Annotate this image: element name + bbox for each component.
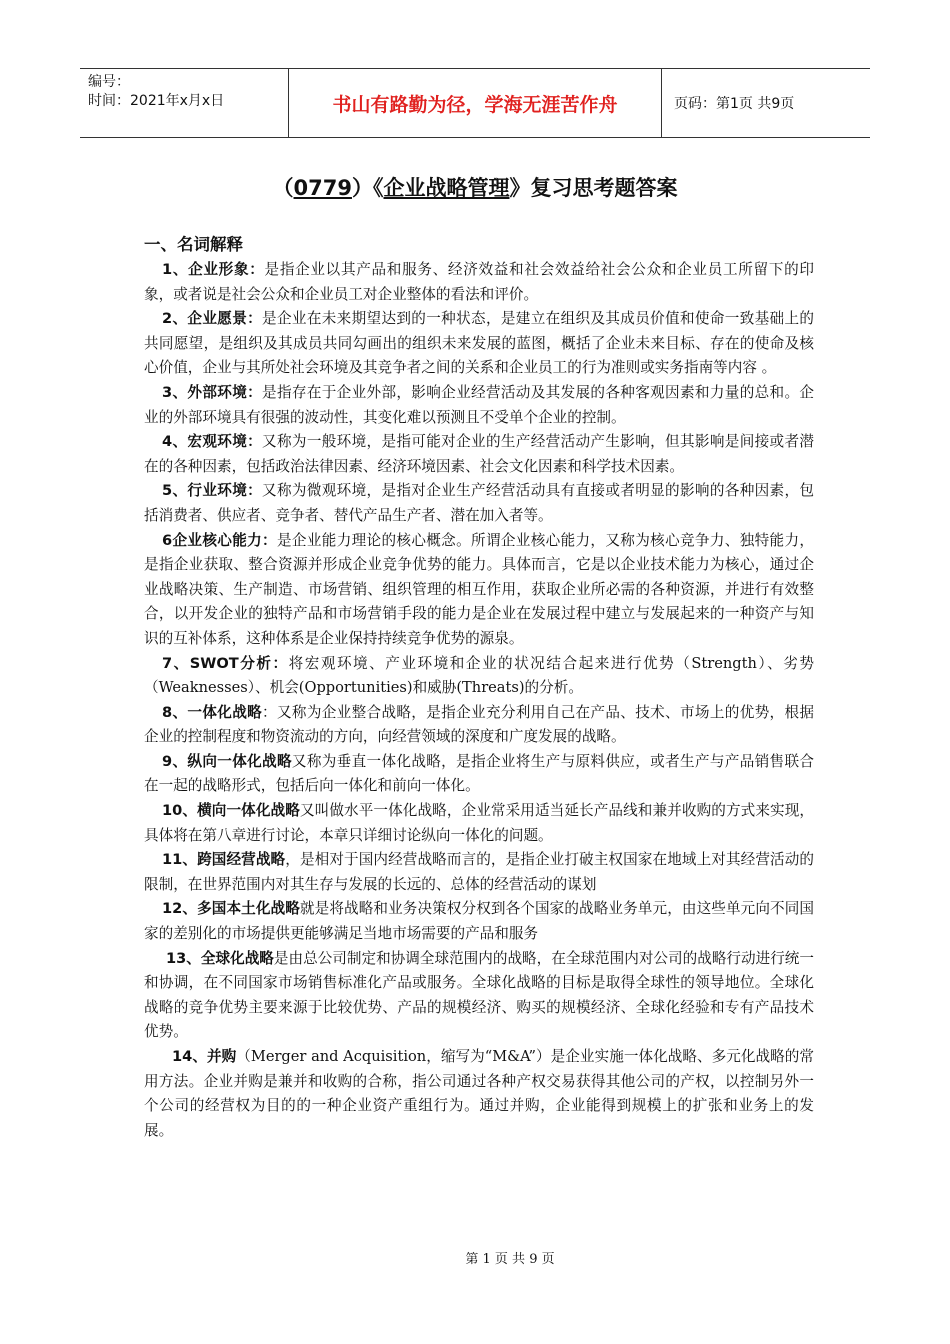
page-footer: 第 1 页 共 9 页 (465, 1252, 555, 1267)
definition-item (144, 529, 814, 652)
document-title (0, 172, 950, 202)
definition-text: 又称为微观环境，是指对企业生产经营活动具有直接或者明显的影响的各种因素，包括消费者、供应者、竞争者、替代产品生产者、潜在加入者等。 (144, 482, 814, 524)
definition-item (144, 701, 814, 750)
course-name: 企业战略管理 (383, 176, 510, 200)
document-time-label: 时间：2021年x月x日 (88, 93, 225, 109)
definition-term: 9、纵向一体化战略 (162, 752, 292, 770)
document-body (144, 232, 814, 1143)
header-motto: 书山有路勤为径，学海无涯苦作舟 (289, 69, 662, 137)
definition-item (144, 307, 814, 381)
definition-item (144, 430, 814, 479)
definition-text: ：又称为企业整合战略，是指企业充分利用自己在产品、技术、市场上的优势，根据企业的控制程度和物资流动的方向，向经营领域的深度和广度发展的战略。 (144, 703, 814, 746)
definition-item (144, 750, 814, 799)
definition-item (144, 258, 814, 307)
definition-text: 是由总公司制定和协调全球范围内的战略，在全球范围内对公司的战略行动进行统一和协调，在不同国家市场销售标准化产品或服务。全球化战略的目标是取得全球性的领导地位。全球化战略的竞争优势主要来源于比较优势、产品的规模经济、购买的规模经济、全球化经验和专有产品技术优势。 (144, 949, 814, 1041)
definition-text: 就是将战略和业务决策权分权到各个国家的战略业务单元，由这些单元向不同国家的差别化的市场提供更能够满足当地市场需要的产品和服务 (144, 900, 814, 943)
definition-text: 是指企业以其产品和服务、经济效益和社会效益给社会公众和企业员工所留下的印象，或者说是社会公众和企业员工对企业整体的看法和评价。 (144, 261, 815, 303)
definition-item (144, 799, 814, 848)
definition-item (144, 479, 814, 528)
definition-text: 又称为垂直一体化战略，是指企业将生产与原料供应，或者生产与产品销售联合在一起的战略形式，包括后向一体化和前向一体化。 (144, 752, 814, 795)
definition-term: 11、跨国经营战略 (162, 851, 286, 869)
definition-item (144, 1045, 814, 1143)
definition-text: （Merger and Acquisition，缩写为“M&A”）是企业实施一体化战略、多元化战略的常用方法。企业并购是兼并和收购的合称，指公司通过各种产权交易获得其他公司的产权，以控制另外一个公司的经营权为目的的一种企业资产重组行为。通过并购，企业能得到规模上的扩张和业务上的发展。 (144, 1048, 814, 1139)
definition-item (144, 848, 814, 897)
course-code: 0779 (293, 176, 352, 200)
definition-text: 又称为一般环境，是指可能对企业的生产经营活动产生影响，但其影响是间接或者潜在的各种因素，包括政治法律因素、经济环境因素、社会文化因素和科学技术因素。 (144, 433, 814, 475)
section-heading: 一、名词解释 (144, 235, 243, 254)
definition-term: 10、横向一体化战略 (162, 802, 300, 820)
definition-term: 7、SWOT分析： (162, 654, 289, 672)
definition-term: 12、多国本土化战略 (162, 900, 300, 918)
header-meta (80, 69, 289, 137)
definition-term: 13、全球化战略 (166, 949, 274, 967)
definition-text: ，是相对于国内经营战略而言的，是指企业打破主权国家在地域上对其经营活动的限制，在世界范围内对其生存与发展的长远的、总体的经营活动的谋划 (144, 851, 814, 893)
definition-item (144, 381, 814, 430)
definition-text: 将宏观环境、产业环境和企业的状况结合起来进行优势（Strength）、劣势（Weaknesses）、机会(Opportunities)和威胁(Threats)的分析。 (144, 654, 815, 697)
title-rest: 》复习思考题答案 (509, 176, 678, 200)
definition-term: 2、企业愿景： (162, 310, 263, 328)
header-page-label: 页码：第1页 共9页 (674, 96, 795, 112)
definition-term: 1、企业形象： (162, 261, 265, 278)
page-header (80, 68, 870, 138)
title-close: ）《 (351, 176, 384, 200)
definition-text: 是指存在于企业外部，影响企业经营活动及其发展的各种客观因素和力量的总和。企业的外部环境具有很强的波动性，其变化难以预测且不受单个企业的控制。 (144, 383, 814, 426)
definition-text: 是企业在未来期望达到的一种状态，是建立在组织及其成员价值和使命一致基础上的共同愿望，是组织及其成员共同勾画出的组织未来发展的蓝图，概括了企业未来目标、存在的使命及核心价值，企业与其所处社会环境及其竞争者之间的关系和企业员工的行为准则或实务指南等内容 。 (144, 310, 814, 377)
definition-item (144, 652, 814, 701)
definition-term: 4、宏观环境： (162, 433, 263, 451)
title-open: （ (272, 176, 294, 200)
definition-term: 8、一体化战略 (162, 703, 263, 721)
definition-term: 5、行业环境： (162, 482, 263, 500)
definition-item (144, 947, 814, 1045)
definition-text: 又叫做水平一体化战略，企业常采用适当延长产品线和兼并收购的方式来实现，具体将在第八章进行讨论，本章只详细讨论纵向一体化的问题。 (144, 802, 814, 844)
document-number-label: 编号： (88, 74, 130, 90)
definition-text: 是企业能力理论的核心概念。所谓企业核心能力，又称为核心竞争力、独特能力，是指企业获取、整合资源并形成企业竞争优势的能力。具体而言，它是以企业技术能力为核心，通过企业战略决策、生产制造、市场营销、组织管理的相互作用，获取企业所必需的各种资源，并进行有效整合，以开发企业的独特产品和市场营销手段的能力是企业在发展过程中建立与发展起来的一种资产与知识的互补体系，这种体系是企业保持持续竞争优势的源泉。 (144, 531, 814, 647)
definition-term: 14、并购 (172, 1048, 237, 1065)
definition-term: 6企业核心能力： (162, 531, 277, 549)
definition-term: 3、外部环境： (162, 383, 263, 401)
definition-item (144, 897, 814, 946)
